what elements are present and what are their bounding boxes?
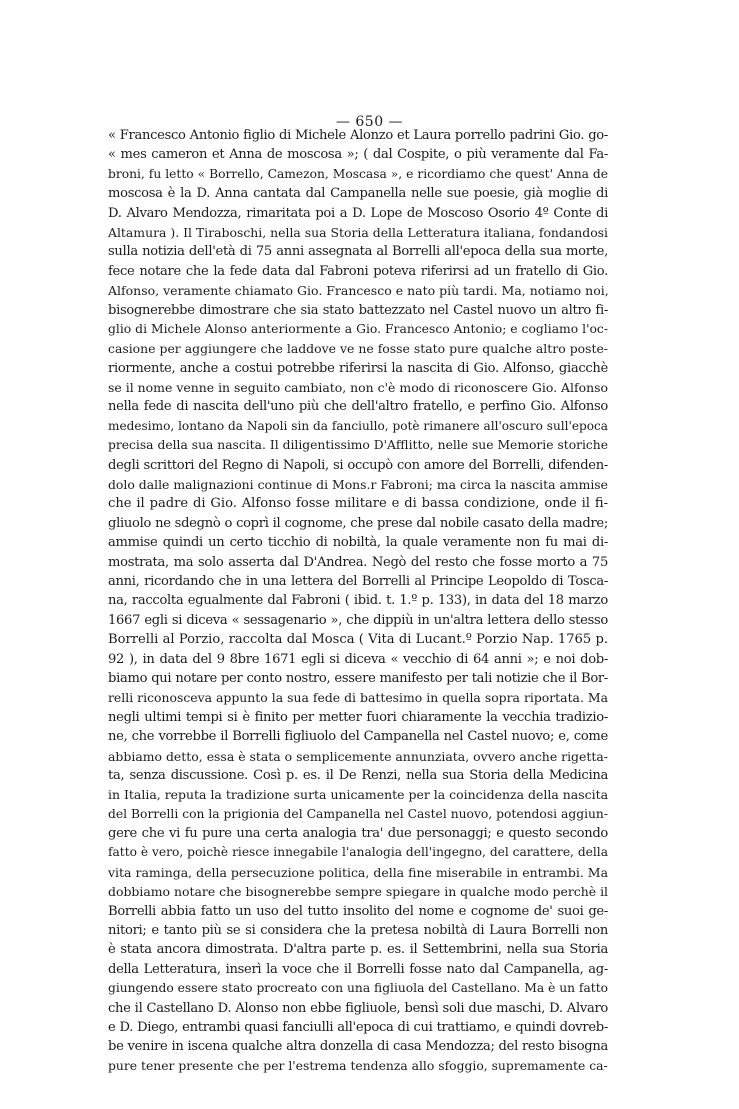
text-line: Altamura ). Il Tiraboschi, nella sua Storia della Letteratura italiana, fondandosi <box>108 224 608 240</box>
text-line: che il padre di Gio. Alfonso fosse militare e di bassa condizione, onde il fi- <box>108 496 608 512</box>
page-number: — 650 — <box>335 114 404 130</box>
text-line: vita raminga, della persecuzione politica, della fine miserabile in entrambi. Ma <box>108 864 608 880</box>
text-line: riormente, anche a costui potrebbe riferirsi la nascita di Gio. Alfonso, giacchè <box>108 360 608 376</box>
text-line: in Italia, reputa la tradizione surta unicamente per la coincidenza della nascita <box>108 787 609 803</box>
text-line: fatto è vero, poichè riesce innegabile l'analogia dell'ingegno, del carattere, della <box>108 845 608 860</box>
text-line: broni, fu letto « Borrello, Camezon, Moscasa », e ricordiamo che quest' Anna de <box>108 166 608 181</box>
text-line: Borrelli abbia fatto un uso del tutto insolito del nome e cognome de' suoi ge- <box>108 903 608 919</box>
text-line: relli riconosceva appunto la sua fede di battesimo in quella sopra riportata. Ma <box>108 690 608 706</box>
text-line: pure tener presente che per l'estrema tendenza allo sfoggio, supremamente ca- <box>108 1058 608 1073</box>
text-line: che il Castellano D. Alonso non ebbe figliuole, bensì soli due maschi, D. Alvaro <box>108 1000 608 1016</box>
text-line: medesimo, lontano da Napoli sin da fanciullo, potè rimanere all'oscuro sull'epoca <box>108 418 608 433</box>
text-line: 1667 egli si diceva « sessagenario », che dippiù in un'altra lettera dello stesso <box>108 612 608 628</box>
text-line: Borrelli al Porzio, raccolta dal Mosca ( Vita di Lucant.º Porzio Nap. 1765 p. <box>108 632 608 648</box>
text-line: anni, ricordando che in una lettera del Borrelli al Principe Leopoldo di Tosca- <box>108 573 608 589</box>
text-line: è stata ancora dimostrata. D'altra parte p. es. il Settembrini, nella sua Storia <box>108 942 608 958</box>
text-line: gere che vi fu pure una certa analogia tra' due personaggi; e questo secondo <box>108 826 608 842</box>
text-line: bisognerebbe dimostrare che sia stato battezzato nel Castel nuovo un altro fi- <box>108 302 608 318</box>
text-line: glio di Michele Alonso anteriormente a Gio. Francesco Antonio; e cogliamo l'oc- <box>108 321 608 336</box>
text-line: del Borrelli con la prigionia del Campanella nel Castel nuovo, potendosi aggiun- <box>108 806 608 821</box>
text-line: « mes cameron et Anna de moscosa »; ( dal Cospite, o più veramente dal Fa- <box>108 147 608 163</box>
text-line: dolo dalle malignazioni continue di Mons.r Fabroni; ma circa la nascita ammise <box>108 477 608 493</box>
text-line: nella fede di nascita dell'uno più che dell'altro fratello, e perfino Gio. Alfonso <box>108 399 608 415</box>
text-line: abbiamo detto, essa è stata o semplicemente annunziata, ovvero anche rigetta- <box>108 748 608 764</box>
text-line: della Letteratura, inserì la voce che il Borrelli fosse nato dal Campanella, ag- <box>108 961 608 977</box>
text-line: nitori; e tanto più se si considera che la pretesa nobiltà di Laura Borrelli non <box>108 923 608 939</box>
text-line: ta, senza discussione. Così p. es. il De Renzi, nella sua Storia della Medicina <box>108 767 608 783</box>
text-line: ammise quindi un certo ticchio di nobiltà, la quale veramente non fu mai di- <box>108 535 608 551</box>
body-text <box>108 126 608 1076</box>
text-line: 92 ), in data del 9 8bre 1671 egli si diceva « vecchio di 64 anni »; e noi dob- <box>108 651 608 667</box>
text-line: Alfonso, veramente chiamato Gio. Francesco e nato più tardi. Ma, notiamo noi, <box>108 283 609 299</box>
text-line: na, raccolta egualmente dal Fabroni ( ibid. t. 1.º p. 133), in data del 18 marzo <box>108 593 608 609</box>
text-line: casione per aggiungere che laddove ve ne fosse stato pure qualche altro poste- <box>108 341 608 357</box>
text-line: moscosa è la D. Anna cantata dal Campanella nelle sue poesie, già moglie di <box>108 186 608 202</box>
text-line: ne, che vorrebbe il Borrelli figliuolo del Campanella nel Castel nuovo; e, come <box>108 729 608 745</box>
text-line: D. Alvaro Mendozza, rimaritata poi a D. Lope de Moscoso Osorio 4º Conte di <box>108 205 608 221</box>
text-line: mostrata, ma solo asserta dal D'Andrea. Negò del resto che fosse morto a 75 <box>108 554 608 570</box>
text-line: biamo qui notare per conto nostro, essere manifesto per tali notizie che il Bor- <box>108 670 608 686</box>
text-line: gliuolo ne sdegnò o coprì il cognome, che prese dal nobile casato della madre; <box>108 515 608 531</box>
text-line: fece notare che la fede data dal Fabroni poteva riferirsi ad un fratello di Gio. <box>108 263 608 279</box>
text-line: giungendo essere stato procreato con una figliuola del Castellano. Ma è un fatto <box>108 981 608 996</box>
text-line: dobbiamo notare che bisognerebbe sempre spiegare in qualche modo perchè il <box>108 884 609 900</box>
text-line: e D. Diego, entrambi quasi fanciulli all'epoca di cui trattiamo, e quindi dovreb- <box>108 1019 608 1035</box>
text-line: negli ultimi tempi si è finito per metter fuori chiaramente la vecchia tradizio- <box>108 709 608 725</box>
text-line: sulla notizia dell'età di 75 anni assegnata al Borrelli all'epoca della sua morte, <box>108 244 608 260</box>
text-line: « Francesco Antonio figlio di Michele Alonzo et Laura porrello padrini Gio. go- <box>108 128 608 143</box>
text-line: degli scrittori del Regno di Napoli, si occupò con amore del Borrelli, difenden- <box>108 457 608 473</box>
text-line: se il nome venne in seguito cambiato, non c'è modo di riconoscere Gio. Alfonso <box>108 380 608 396</box>
text-line: be venire in iscena qualche altra donzella di casa Mendozza; del resto bisogna <box>108 1039 608 1055</box>
text-line: precisa della sua nascita. Il diligentissimo D'Afflitto, nelle sue Memorie storiche <box>108 438 608 453</box>
